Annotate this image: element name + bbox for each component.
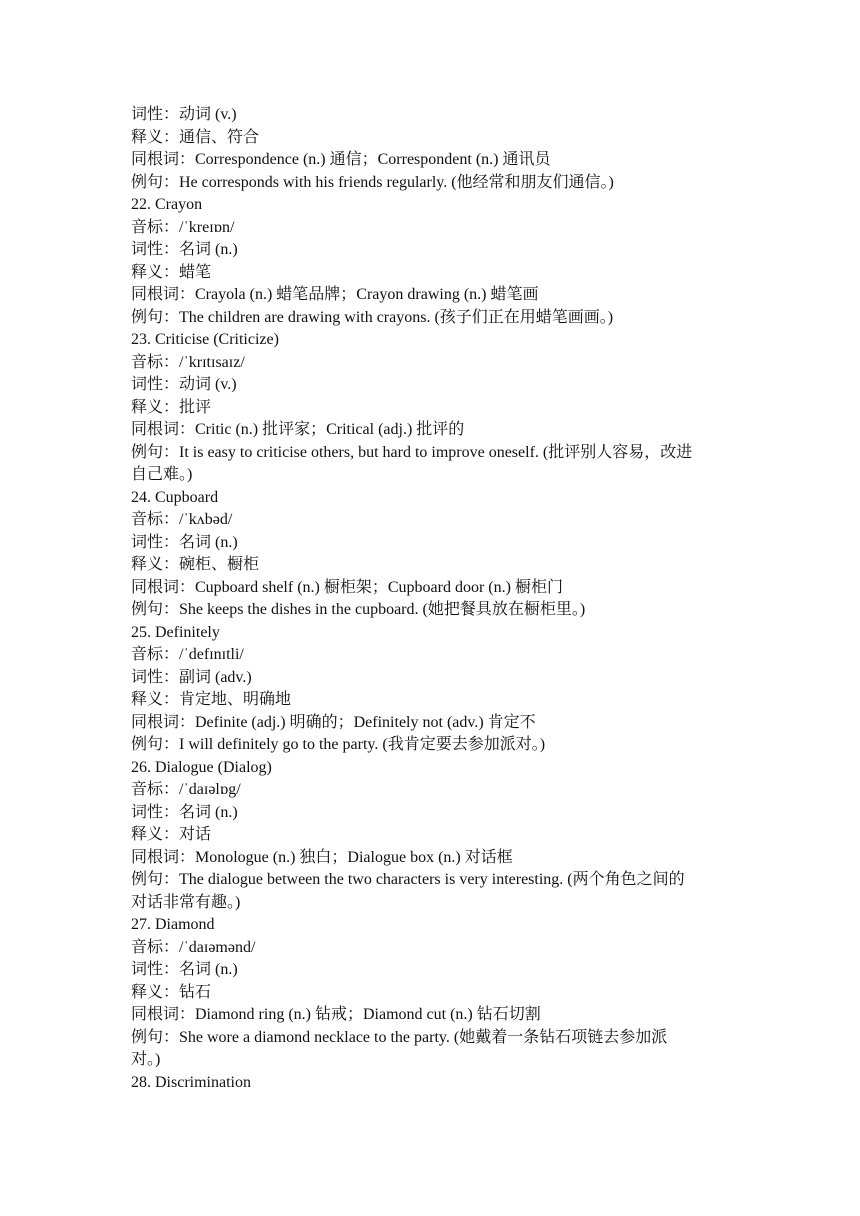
pos-line: 词性：名词 (n.) <box>131 533 238 551</box>
phonetic-line: 音标：/ˈkʌbəd/ <box>131 511 233 528</box>
cognates-line: 同根词：Correspondence (n.) 通信；Correspondent (n.) 通讯员 <box>131 151 551 168</box>
pos-line: 词性：名词 (n.) <box>131 803 238 821</box>
pos-line: 词性：名词 (n.) <box>131 961 238 978</box>
cognates-line: 同根词：Crayola (n.) 蜡笔品牌；Crayon drawing (n.) 蜡笔画 <box>131 286 539 303</box>
example-line: 例句：She wore a diamond necklace to the party. (她戴着一条钻石项链去参加派 <box>131 1028 668 1046</box>
entry-heading-criticise: 23. Criticise (Criticize) <box>131 331 279 348</box>
meaning-line: 释义：钻石 <box>131 983 212 1001</box>
meaning-line: 释义：批评 <box>131 398 212 416</box>
entry-heading-diamond: 27. Diamond <box>131 916 215 933</box>
example-line: 例句：The children are drawing with crayons. (孩子们正在用蜡笔画画。) <box>131 308 614 326</box>
meaning-line: 释义：通信、符合 <box>131 128 260 146</box>
entry-heading-crayon: 22. Crayon <box>131 196 203 213</box>
meaning-line: 释义：碗柜、橱柜 <box>131 556 260 573</box>
cognates-line: 同根词：Monologue (n.) 独白；Dialogue box (n.) 对话框 <box>131 848 513 866</box>
pos-line: 词性：动词 (v.) <box>131 376 237 393</box>
example-line: 例句：He corresponds with his friends regularly. (他经常和朋友们通信。) <box>131 173 614 191</box>
phonetic-line: 音标：/ˈdaɪəmənd/ <box>131 938 256 956</box>
example-line: 例句：She keeps the dishes in the cupboard. (她把餐具放在橱柜里。) <box>131 601 586 618</box>
phonetic-line: 音标：/ˈkrɪtɪsaɪz/ <box>131 353 245 371</box>
cognates-line: 同根词：Diamond ring (n.) 钻戒；Diamond cut (n.) 钻石切割 <box>131 1006 541 1023</box>
cognates-line: 同根词：Cupboard shelf (n.) 橱柜架；Cupboard door (n.) 橱柜门 <box>131 578 563 596</box>
example-line-continued: 对话非常有趣。) <box>131 893 241 911</box>
meaning-line: 释义：蜡笔 <box>131 263 212 281</box>
meaning-line: 释义：对话 <box>131 826 212 843</box>
phonetic-line: 音标：/ˈkreɪɒn/ <box>131 218 235 236</box>
cognates-line: 同根词：Critic (n.) 批评家；Critical (adj.) 批评的 <box>131 421 465 438</box>
entry-heading-cupboard: 24. Cupboard <box>131 488 219 506</box>
phonetic-line: 音标：/ˈdaɪəlɒg/ <box>131 781 241 798</box>
example-line: 例句：The dialogue between the two characters is very interesting. (两个角色之间的 <box>131 871 685 888</box>
entry-heading-discrimination: 28. Discrimination <box>131 1073 251 1091</box>
pos-line: 词性：名词 (n.) <box>131 241 238 258</box>
meaning-line: 释义：肯定地、明确地 <box>131 691 292 708</box>
phonetic-line: 音标：/ˈdefɪnɪtli/ <box>131 646 244 663</box>
entry-heading-definitely: 25. Definitely <box>131 623 220 641</box>
document-body <box>131 104 741 1094</box>
pos-line: 词性：副词 (adv.) <box>131 668 252 686</box>
cognates-line: 同根词：Definite (adj.) 明确的；Definitely not (adv.) 肯定不 <box>131 713 536 731</box>
example-line: 例句：It is easy to criticise others, but hard to improve oneself. (批评别人容易，改进 <box>131 443 693 461</box>
pos-line: 词性：动词 (v.) <box>131 106 237 123</box>
example-line-continued: 自己难。) <box>131 466 193 483</box>
entry-heading-dialogue: 26. Dialogue (Dialog) <box>131 758 272 776</box>
example-line: 例句：I will definitely go to the party. (我肯定要去参加派对。) <box>131 736 546 753</box>
example-line-continued: 对。) <box>131 1051 161 1068</box>
